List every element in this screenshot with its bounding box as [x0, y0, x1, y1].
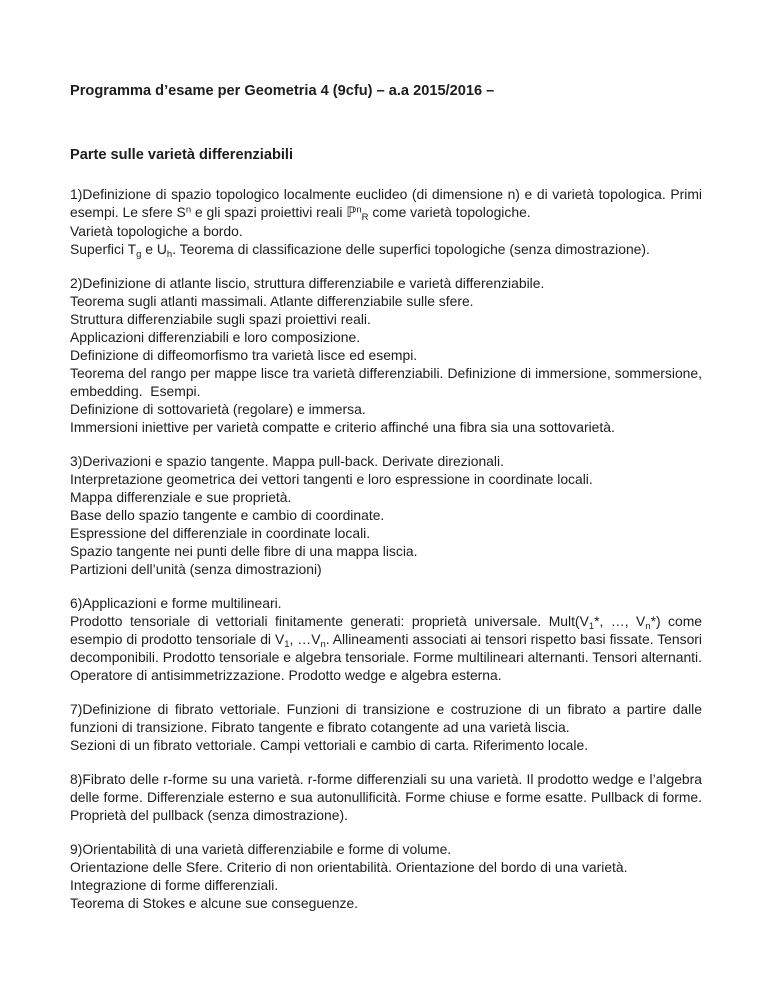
sub-script: 1: [284, 639, 290, 650]
text-line: Teorema sugli atlanti massimali. Atlante differenziabile sulle sfere.: [70, 293, 474, 309]
text-line: Definizione di sottovarietà (regolare) e immersa.: [70, 401, 366, 417]
sub-script: n: [645, 621, 651, 632]
text-line: 1)Definizione di spazio topologico localmente euclideo (di dimensione n) e di varietà topologica. Primi esempi. Le sfere $S^n$ e gli spazi proiettivi reali ℙ$^n_R$ come varietà topologiche.: [70, 186, 702, 223]
text-line: Immersioni iniettive per varietà compatte e criterio affinché una fibra sia una sottovarietà.: [70, 419, 615, 435]
text-line: Teorema di Stokes e alcune sue conseguenze.: [70, 895, 359, 911]
text-line: Interpretazione geometrica dei vettori tangenti e loro espressione in coordinate locali.: [70, 471, 593, 487]
paragraph-block: [70, 594, 702, 684]
sup-script: n: [356, 204, 362, 216]
text-line: 2)Definizione di atlante liscio, struttura differenziabile e varietà differenziabile.: [70, 275, 545, 291]
text-line: 6)Applicazioni e forme multilineari.: [70, 595, 282, 611]
text-line: Applicazioni differenziabili e loro composizione.: [70, 329, 361, 345]
text-line: Teorema del rango per mappe lisce tra varietà differenziabili. Definizione di immersione, sommersione, embedding. Esempi.: [70, 365, 702, 399]
text-line: Varietà topologiche a bordo.: [70, 223, 243, 239]
sub-script: R: [361, 212, 369, 223]
sub-script: h: [166, 249, 173, 260]
paragraph-block: [70, 700, 702, 754]
text-line: Base dello spazio tangente e cambio di coordinate.: [70, 507, 385, 523]
text-line: Orientazione delle Sfere. Criterio di non orientabilità. Orientazione del bordo di una varietà.: [70, 859, 628, 875]
sub-script: 1: [588, 621, 595, 632]
sup-script: n: [185, 204, 192, 216]
text-line: Sezioni di un fibrato vettoriale. Campi vettoriali e cambio di carta. Riferimento locale.: [70, 737, 589, 753]
paragraph-block: [70, 274, 702, 436]
document-body: [70, 185, 702, 912]
math-symbol: ℙ: [346, 205, 357, 221]
text-line: Espressione del differenziale in coordinate locali.: [70, 525, 371, 541]
text-line: Spazio tangente nei punti delle fibre di una mappa liscia.: [70, 543, 418, 559]
text-line: 9)Orientabilità di una varietà differenziabile e forme di volume.: [70, 841, 452, 857]
sub-script: g: [136, 249, 142, 260]
sub-script: n: [320, 639, 326, 650]
text-line: 7)Definizione di fibrato vettoriale. Funzioni di transizione e costruzione di un fibrato a partire dalle funzioni di transizione. Fibrato tangente e fibrato cotangente ad una varietà liscia.: [70, 701, 702, 735]
paragraph-block: [70, 185, 702, 258]
text-line: Integrazione di forme differenziali.: [70, 877, 279, 893]
text-line: Partizioni dell’unità (senza dimostrazioni): [70, 561, 322, 577]
text-line: Mappa differenziale e sue proprietà.: [70, 489, 292, 505]
text-line: Superfici $T_g$ e $U_h$. Teorema di classificazione delle superfici topologiche (senza dimostrazione).: [70, 241, 650, 260]
text-line: Prodotto tensoriale di vettoriali finitamente generati: proprietà universale. $Mult(V_1*$, …, $V_n*$) come esempio di prodotto tensoriale di $V_1$, $\dots V_n$. Allineamenti associati ai tensori rispetto basi fissate. Tensori decomponibili. Prodotto tensoriale e algebra tensoriale. Forme multilineari alternanti. Tensori alternanti. Operatore di antisimmetrizzazione. Prodotto wedge e algebra esterna.: [70, 613, 703, 683]
section-heading: Parte sulle varietà differenziabili: [70, 147, 294, 163]
text-line: Definizione di diffeomorfismo tra varietà lisce ed esempi.: [70, 347, 418, 363]
text-line: 8)Fibrato delle r-forme su una varietà. r-forme differenziali su una varietà. Il prodotto wedge e l’algebra delle forme. Differenziale esterno e sua autonullificità. Forme chiuse e forme esatte. Pullback di forme. Proprietà del pullback (senza dimostrazione).: [70, 771, 702, 823]
text-line: 3)Derivazioni e spazio tangente. Mappa pull-back. Derivate direzionali.: [70, 453, 504, 469]
document-title: Programma d’esame per Geometria 4 (9cfu) – a.a 2015/2016 –: [70, 83, 495, 99]
paragraph-block: [70, 452, 702, 578]
text-line: Struttura differenziabile sugli spazi proiettivi reali.: [70, 311, 371, 327]
paragraph-block: [70, 770, 702, 824]
paragraph-block: [70, 840, 702, 912]
